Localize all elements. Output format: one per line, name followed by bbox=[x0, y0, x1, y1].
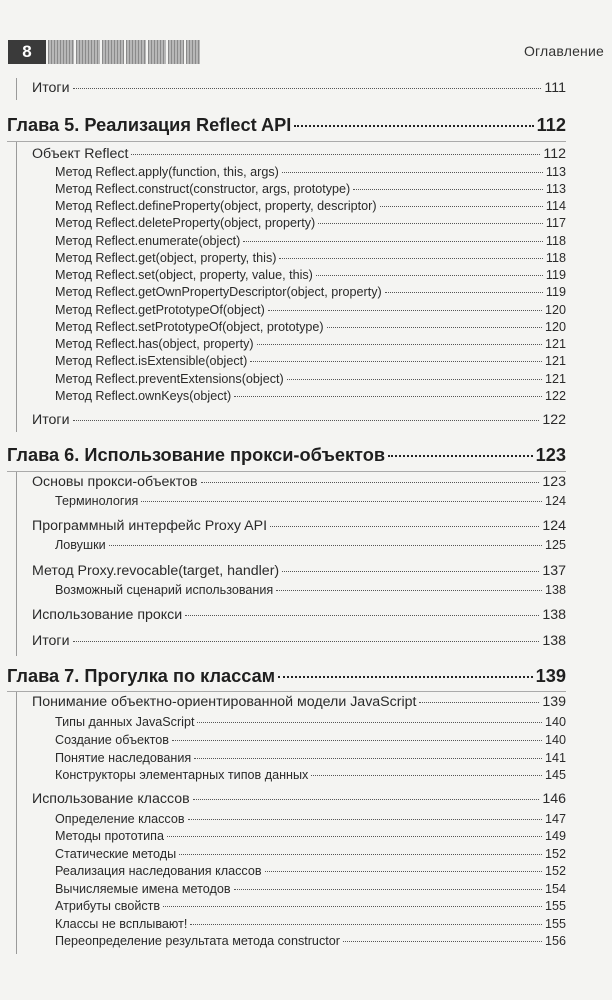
running-title: Оглавление bbox=[523, 43, 604, 59]
toc-subentry[interactable]: Метод Reflect.ownKeys(object) 122 bbox=[55, 389, 566, 403]
toc-subentry[interactable]: Метод Reflect.deleteProperty(object, property) 117 bbox=[55, 216, 566, 230]
toc-subentry[interactable]: Возможный сценарий использования 138 bbox=[55, 583, 566, 597]
chapter-heading[interactable]: Глава 6. Использование прокси-объектов 123 bbox=[7, 445, 566, 465]
toc-entry[interactable]: Объект Reflect 112 bbox=[32, 146, 566, 162]
toc-subentry[interactable]: Метод Reflect.isExtensible(object) 121 bbox=[55, 354, 566, 368]
toc-subentry[interactable]: Метод Reflect.get(object, property, this) 118 bbox=[55, 251, 566, 265]
toc-subentry[interactable]: Атрибуты свойств 155 bbox=[55, 899, 566, 913]
toc-subentry[interactable]: Метод Reflect.getPrototypeOf(object) 120 bbox=[55, 303, 566, 317]
toc-subentry[interactable]: Создание объектов 140 bbox=[55, 733, 566, 747]
toc-subentry[interactable]: Методы прототипа 149 bbox=[55, 829, 566, 843]
toc-entry[interactable]: Понимание объектно-ориентированной модели JavaScript 139 bbox=[32, 694, 566, 710]
toc-entry[interactable]: Итоги 111 bbox=[32, 80, 566, 96]
toc-entry[interactable]: Использование прокси 138 bbox=[32, 607, 566, 623]
toc-subentry[interactable]: Метод Reflect.preventExtensions(object) 121 bbox=[55, 372, 566, 386]
toc-subentry[interactable]: Реализация наследования классов 152 bbox=[55, 864, 566, 878]
toc-subentry[interactable]: Терминология 124 bbox=[55, 494, 566, 508]
toc-subentry[interactable]: Типы данных JavaScript 140 bbox=[55, 715, 566, 729]
toc-entry[interactable]: Программный интерфейс Proxy API 124 bbox=[32, 518, 566, 534]
toc-subentry[interactable]: Метод Reflect.enumerate(object) 118 bbox=[55, 234, 566, 248]
toc-subentry[interactable]: Вычисляемые имена методов 154 bbox=[55, 882, 566, 896]
toc-subentry[interactable]: Метод Reflect.setPrototypeOf(object, prototype) 120 bbox=[55, 320, 566, 334]
toc-subentry[interactable]: Конструкторы элементарных типов данных 145 bbox=[55, 768, 566, 782]
toc-subentry[interactable]: Метод Reflect.defineProperty(object, property, descriptor) 114 bbox=[55, 199, 566, 213]
toc-entry[interactable]: Метод Proxy.revocable(target, handler) 137 bbox=[32, 563, 566, 579]
toc-entry[interactable]: Использование классов 146 bbox=[32, 791, 566, 807]
toc-subentry[interactable]: Определение классов 147 bbox=[55, 812, 566, 826]
toc-subentry[interactable]: Метод Reflect.construct(constructor, args, prototype) 113 bbox=[55, 182, 566, 196]
toc-subentry[interactable]: Статические методы 152 bbox=[55, 847, 566, 861]
page-header bbox=[8, 40, 606, 66]
toc-entry[interactable]: Итоги 122 bbox=[32, 412, 566, 428]
page-number: 8 bbox=[8, 40, 46, 64]
toc-subentry[interactable]: Ловушки 125 bbox=[55, 538, 566, 552]
toc-subentry[interactable]: Метод Reflect.getOwnPropertyDescriptor(object, property) 119 bbox=[55, 285, 566, 299]
toc-subentry[interactable]: Метод Reflect.set(object, property, value, this) 119 bbox=[55, 268, 566, 282]
toc-subentry[interactable]: Метод Reflect.apply(function, this, args) 113 bbox=[55, 165, 566, 179]
toc-subentry[interactable]: Переопределение результата метода constructor 156 bbox=[55, 934, 566, 948]
toc-entry[interactable]: Основы прокси-объектов 123 bbox=[32, 474, 566, 490]
toc-subentry[interactable]: Понятие наследования 141 bbox=[55, 751, 566, 765]
toc-subentry[interactable]: Классы не всплывают! 155 bbox=[55, 917, 566, 931]
header-decoration bbox=[48, 40, 200, 64]
toc-entry[interactable]: Итоги 138 bbox=[32, 633, 566, 649]
chapter-heading[interactable]: Глава 7. Прогулка по классам 139 bbox=[7, 666, 566, 686]
chapter-heading[interactable]: Глава 5. Реализация Reflect API 112 bbox=[7, 115, 566, 135]
toc-subentry[interactable]: Метод Reflect.has(object, property) 121 bbox=[55, 337, 566, 351]
